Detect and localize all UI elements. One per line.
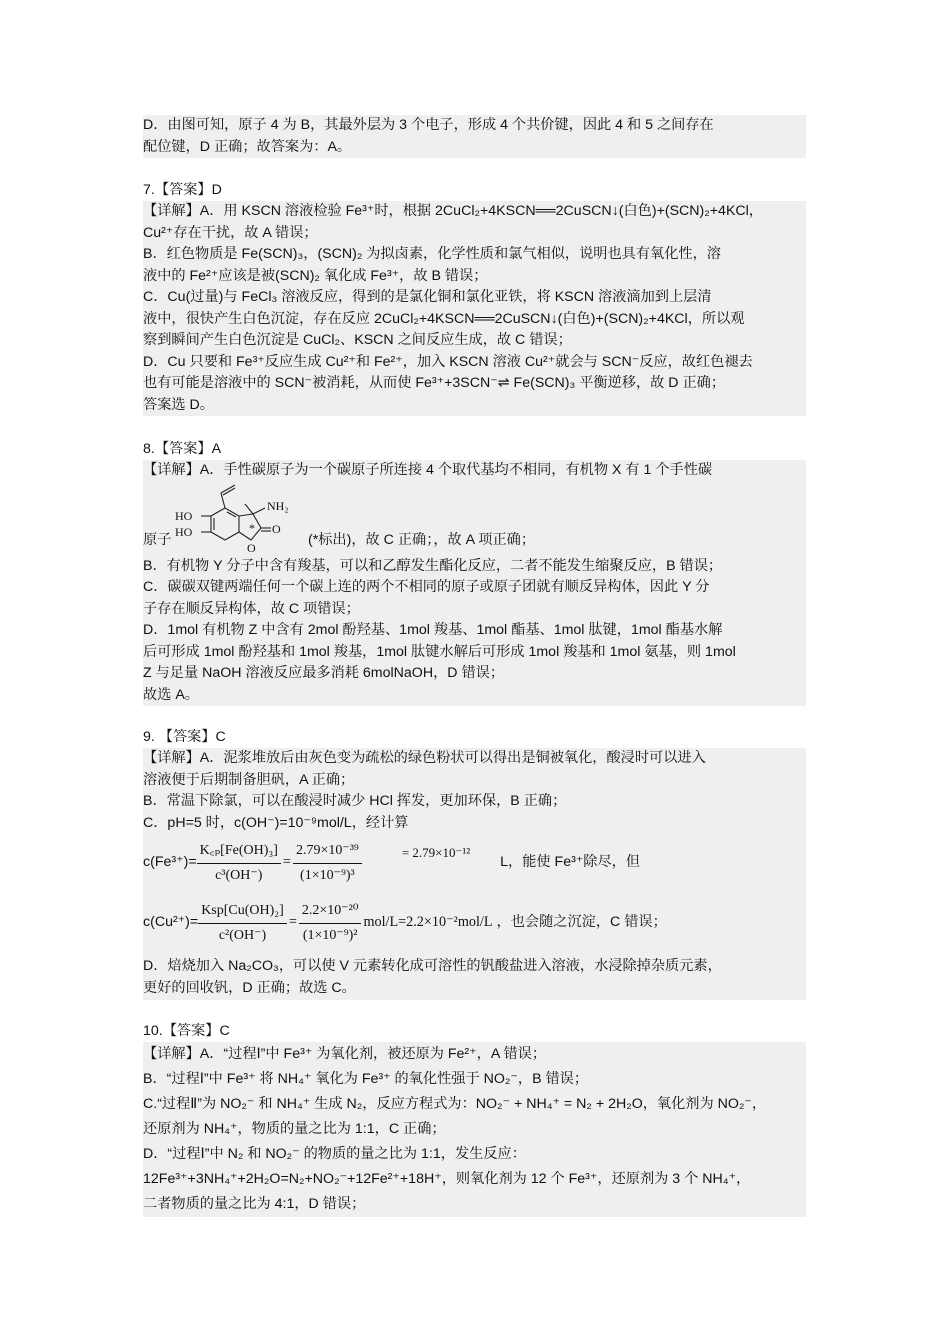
fraction-numerator: Ksp[Cu(OH)₂] — [198, 900, 287, 924]
cu-equation: c(Cu²⁺)= $\frac{\text{Ksp[Cu(OH)₂]}}{\text{c²(OH⁻)}}$ = $\frac{\text{2.2×10⁻²⁰}}{\text{(1×10⁻⁹)²}}$ mol/L=2.2×10⁻²mol/L ，也会随之沉淀，C 错误； — [143, 892, 806, 954]
eq-result: = 2.79×10⁻¹² — [401, 845, 471, 860]
text-line: 子存在顺反异构体，故 C 项错误； — [143, 600, 360, 617]
text-line: Z 与足量 NaOH 溶液反应最多消耗 6molNaOH，D 错误； — [143, 665, 505, 681]
value-fraction — [299, 900, 362, 946]
fraction-numerator: 2.2×10⁻²⁰ — [299, 900, 362, 924]
text-line: 察到瞬间产生白色沉淀是 CuCl₂、KSCN 之间反应生成，故 C 错误； — [143, 332, 572, 348]
text-line: Cu²⁺存在干扰，故 A 错误； — [143, 224, 318, 241]
text-line: B．“过程Ⅰ”中 Fe³⁺ 将 NH₄⁺ 氧化为 Fe³⁺ 的氧化性强于 NO₂⁻，B 错误； — [143, 1071, 589, 1087]
text-line: 答案选 D。 — [143, 396, 214, 413]
text-line: 液中，很快产生白色沉淀，存在反应 2CuCl₂+4KSCN══2CuSCN↓(白色)+(SCN)₂+4KCl，所以观 — [143, 310, 745, 327]
chiral-star-label: * — [249, 520, 255, 535]
q6-tail-block — [143, 115, 806, 158]
q10-answer-line — [143, 1021, 806, 1043]
text-line: 液中的 Fe²⁺应该是被(SCN)₂ 氧化成 Fe³⁺，故 B 错误； — [143, 267, 488, 284]
eq-unit-text: L，能使 Fe³⁺除尽，但 — [500, 854, 641, 871]
eq-result: mol/L=2.2×10⁻²mol/L — [363, 914, 493, 931]
text-line: D．由图可知，原子 4 为 B，其最外层为 3 个电子，形成 4 个共价键，因此 4 和 5 之间存在 — [143, 117, 714, 133]
q9-answer-line — [143, 727, 806, 749]
q7-explanation-block — [143, 201, 806, 416]
text-line: C．pH=5 时，c(OH⁻)=10⁻⁹mol/L，经计算 — [143, 814, 409, 831]
text-line: D．1mol 有机物 Z 中含有 2mol 酚羟基、1mol 羧基、1mol 酯基、1mol 肽键，1mol 酯基水解 — [143, 622, 723, 638]
text-line: 后可形成 1mol 酚羟基和 1mol 羧基，1mol 肽键水解后可形成 1mol 羧基和 1mol 氨基，则 1mol — [143, 643, 736, 660]
q7-answer-line — [143, 180, 806, 202]
text-line: B．红色物质是 Fe(SCN)₃，(SCN)₂ 为拟卤素，化学性质和氯气相似，说明也具有氧化性，溶 — [143, 246, 721, 262]
fraction-denominator: (1×10⁻⁹)² — [302, 927, 358, 943]
text-line: 故选 A。 — [143, 686, 199, 703]
fraction-numerator: K꜀ₚ[Fe(OH)₃] — [197, 840, 281, 864]
fraction-numerator: 2.79×10⁻³⁹ — [293, 840, 362, 864]
text-line: C.“过程Ⅱ”为 NO₂⁻ 和 NH₄⁺ 生成 N₂，反应方程式为：NO₂⁻ + NH₄⁺ = N₂ + 2H₂O，氧化剂为 NO₂⁻， — [143, 1096, 767, 1112]
text-line: 溶液便于后期制备胆矾，A 正确； — [143, 771, 355, 788]
q9-explanation-block — [143, 748, 806, 1000]
text-line: B．有机物 Y 分子中含有羧基，可以和乙醇发生酯化反应，二者不能发生缩聚反应，B 错误； — [143, 557, 723, 574]
text-line: C．碳碳双键两端任何一个碳上连的两个不相同的原子或原子团就有顺反异构体，因此 Y 分 — [143, 579, 710, 595]
ho-label: HO — [175, 508, 193, 523]
text-line: B．常温下除氯，可以在酸浸时减少 HCl 挥发，更加环保，B 正确； — [143, 793, 567, 809]
text-line: 配位键，D 正确；故答案为：A。 — [143, 138, 352, 155]
ksp-fraction — [198, 900, 287, 946]
text-line: 12Fe³⁺+3NH₄⁺+2H₂O=N₂+NO₂⁻+12Fe²⁺+18H⁺，则氧化剂为 12 个 Fe³⁺，还原剂为 3 个 NH₄⁺， — [143, 1171, 751, 1187]
structure-line — [143, 482, 806, 556]
fraction-denominator: (1×10⁻⁹)³ — [300, 867, 355, 883]
text-suffix: (*标出)，故 C 正确；，故 A 项正确； — [308, 531, 536, 548]
ho-label: HO — [175, 524, 193, 539]
answer-heading: 7.【答案】D — [143, 182, 222, 198]
text-line: 【详解】A．用 KSCN 溶液检验 Fe³⁺时，根据 2CuCl₂+4KSCN══2CuSCN↓(白色)+(SCN)₂+4KCl， — [143, 203, 763, 219]
value-fraction — [293, 840, 362, 886]
text-line: D．焙烧加入 Na₂CO₃，可以使 V 元素转化成可溶性的钒酸盐进入溶液，水浸除掉杂质元素， — [143, 958, 722, 974]
fe-equation: c(Fe³⁺)= $\frac{\text{K꜀ₚ[Fe(OH)₃]}}{\text{c³(OH⁻)}}$ = $\frac{\text{2.79×10⁻³⁹}}{\text{(1×10⁻⁹)³}}$ = 2.79×10⁻¹² L，能使 Fe³⁺除尽，但 — [143, 834, 806, 892]
fraction-denominator: c³(OH⁻) — [215, 867, 263, 883]
text-line: 也有可能是溶液中的 SCN⁻被消耗，从而使 Fe³⁺+3SCN⁻⇌ Fe(SCN)₃ 平衡逆移，故 D 正确； — [143, 375, 726, 391]
text-prefix: 原子 — [143, 531, 172, 548]
text-line: 更好的回收钒，D 正确；故选 C。 — [143, 980, 356, 996]
text-line: 【详解】A．手性碳原子为一个碳原子所连接 4 个取代基均不相同，有机物 X 有 1 个手性碳 — [143, 462, 713, 478]
answer-heading: 10.【答案】C — [143, 1023, 230, 1039]
text-line: D．“过程Ⅰ”中 N₂ 和 NO₂⁻ 的物质的量之比为 1:1，发生反应： — [143, 1146, 526, 1162]
q8-explanation-block — [143, 460, 806, 706]
ring-oxygen-label: O — [247, 540, 256, 555]
fraction-denominator: c²(OH⁻) — [218, 927, 267, 943]
text-line: 二者物质的量之比为 4:1，D 错误； — [143, 1196, 366, 1212]
text-line: C．Cu(过量)与 FeCl₃ 溶液反应，得到的是氯化铜和氯化亚铁，将 KSCN 溶液滴加到上层清 — [143, 289, 712, 305]
text-line: 【详解】A．泥浆堆放后由灰色变为疏松的绿色粉状可以得出是铜被氧化，酸浸时可以进入 — [143, 750, 706, 766]
text-line: 还原剂为 NH₄⁺，物质的量之比为 1:1，C 正确； — [143, 1121, 446, 1137]
nh2-label: NH₂ — [267, 498, 289, 513]
eq-lhs: c(Cu²⁺)= — [143, 914, 199, 931]
q8-answer-line — [143, 439, 806, 461]
answer-heading: 8.【答案】A — [143, 441, 222, 457]
q10-explanation-block — [143, 1042, 806, 1217]
text-line: D．Cu 只要和 Fe³⁺反应生成 Cu²⁺和 Fe²⁺，加入 KSCN 溶液 Cu²⁺就会与 SCN⁻反应，故红色褪去 — [143, 353, 753, 370]
molecule-structure-image — [173, 482, 303, 556]
eq-tail-text: ，也会随之沉淀，C 错误； — [496, 914, 667, 931]
ksp-fraction — [197, 840, 281, 886]
eq-lhs: c(Fe³⁺)= — [143, 854, 197, 871]
answer-heading: 9. 【答案】C — [143, 729, 226, 745]
carbonyl-oxygen-label: O — [272, 521, 281, 536]
text-line: 【详解】A．“过程Ⅰ”中 Fe³⁺ 为氧化剂，被还原为 Fe²⁺，A 错误； — [143, 1046, 547, 1062]
